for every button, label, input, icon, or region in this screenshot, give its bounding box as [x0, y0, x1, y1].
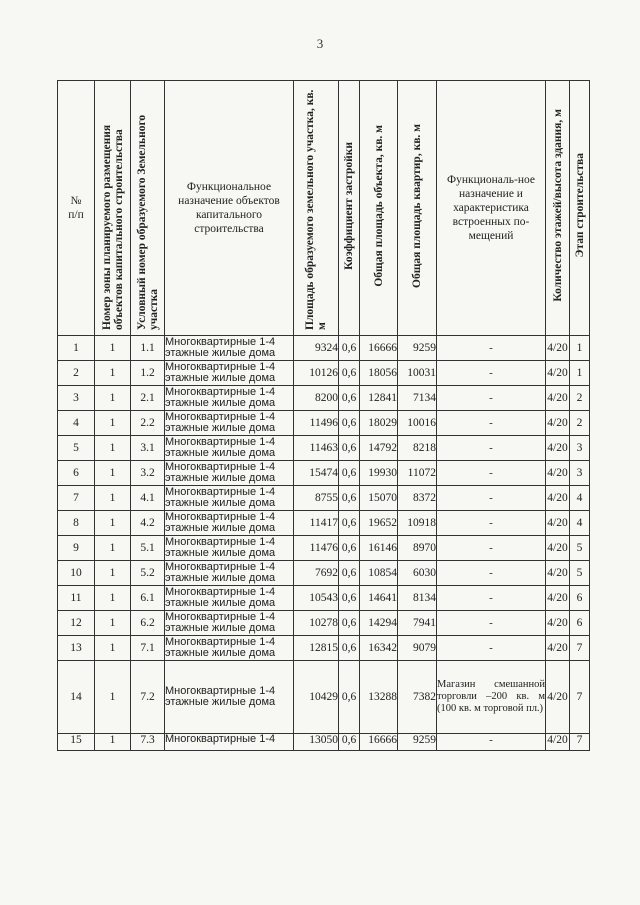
- cell-area: 7692: [294, 561, 339, 586]
- cell-flats-area: 9079: [398, 636, 437, 661]
- cell-floors: 4/20: [546, 386, 570, 411]
- cell-flats-area: 6030: [398, 561, 437, 586]
- cell-stage: 4: [570, 511, 590, 536]
- cell-features: -: [437, 336, 546, 361]
- header-area: Площадь образуемого земельного участка, кв. м: [294, 81, 339, 336]
- cell-flats-area: 9259: [398, 734, 437, 751]
- cell-zone: 1: [95, 734, 131, 751]
- cell-zone: 1: [95, 411, 131, 436]
- cell-coef: 0,6: [339, 734, 360, 751]
- cell-total-area: 16146: [360, 536, 398, 561]
- cell-plot: 4.1: [131, 486, 165, 511]
- cell-total-area: 13288: [360, 661, 398, 734]
- cell-stage: 7: [570, 661, 590, 734]
- header-features: Функциональ-ное назначение и характеристика встроенных по-мещений: [437, 81, 546, 336]
- cell-index: 15: [58, 734, 95, 751]
- cell-flats-area: 11072: [398, 461, 437, 486]
- cell-function: Многоквартирные 1-4: [165, 734, 294, 751]
- cell-total-area: 19652: [360, 511, 398, 536]
- cell-area: 13050: [294, 734, 339, 751]
- cell-stage: 3: [570, 461, 590, 486]
- cell-floors: 4/20: [546, 661, 570, 734]
- cell-floors: 4/20: [546, 611, 570, 636]
- cell-function: Многоквартирные 1-4 этажные жилые дома: [165, 561, 294, 586]
- cell-plot: 6.2: [131, 611, 165, 636]
- cell-flats-area: 10031: [398, 361, 437, 386]
- table-row: [58, 586, 590, 611]
- cell-function: Многоквартирные 1-4 этажные жилые дома: [165, 361, 294, 386]
- cell-area: 15474: [294, 461, 339, 486]
- cell-flats-area: 7134: [398, 386, 437, 411]
- cell-floors: 4/20: [546, 361, 570, 386]
- header-plot: Условный номер образуемого Земельного участка: [131, 81, 165, 336]
- cell-function: Многоквартирные 1-4 этажные жилые дома: [165, 336, 294, 361]
- cell-plot: 6.1: [131, 586, 165, 611]
- cell-area: 11476: [294, 536, 339, 561]
- cell-function: Многоквартирные 1-4 этажные жилые дома: [165, 461, 294, 486]
- cell-zone: 1: [95, 536, 131, 561]
- cell-coef: 0,6: [339, 536, 360, 561]
- cell-total-area: 19930: [360, 461, 398, 486]
- cell-coef: 0,6: [339, 611, 360, 636]
- cell-stage: 3: [570, 436, 590, 461]
- cell-function: Многоквартирные 1-4 этажные жилые дома: [165, 511, 294, 536]
- cell-area: 10126: [294, 361, 339, 386]
- cell-plot: 4.2: [131, 511, 165, 536]
- cell-flats-area: 10918: [398, 511, 437, 536]
- table-row: [58, 536, 590, 561]
- cell-plot: 1.2: [131, 361, 165, 386]
- cell-zone: 1: [95, 386, 131, 411]
- cell-plot: 2.1: [131, 386, 165, 411]
- cell-features: -: [437, 511, 546, 536]
- cell-index: 4: [58, 411, 95, 436]
- cell-features: Магазин смешанной торговли –200 кв. м (100 кв. м торговой пл.): [437, 661, 546, 734]
- cell-flats-area: 8218: [398, 436, 437, 461]
- table-row: [58, 636, 590, 661]
- cell-stage: 7: [570, 636, 590, 661]
- cell-flats-area: 7941: [398, 611, 437, 636]
- cell-floors: 4/20: [546, 486, 570, 511]
- cell-zone: 1: [95, 561, 131, 586]
- cell-total-area: 14792: [360, 436, 398, 461]
- cell-area: 11496: [294, 411, 339, 436]
- cell-function: Многоквартирные 1-4 этажные жилые дома: [165, 536, 294, 561]
- header-flats-area: Общая площадь квартир, кв. м: [398, 81, 437, 336]
- cell-area: 11463: [294, 436, 339, 461]
- cell-function: Многоквартирные 1-4 этажные жилые дома: [165, 611, 294, 636]
- cell-floors: 4/20: [546, 511, 570, 536]
- cell-area: 9324: [294, 336, 339, 361]
- cell-features: -: [437, 411, 546, 436]
- header-row: [58, 81, 590, 336]
- cell-features: -: [437, 734, 546, 751]
- cell-total-area: 15070: [360, 486, 398, 511]
- cell-stage: 4: [570, 486, 590, 511]
- cell-zone: 1: [95, 486, 131, 511]
- cell-function: Многоквартирные 1-4 этажные жилые дома: [165, 636, 294, 661]
- cell-plot: 5.2: [131, 561, 165, 586]
- cell-function: Многоквартирные 1-4 этажные жилые дома: [165, 411, 294, 436]
- cell-zone: 1: [95, 461, 131, 486]
- cell-floors: 4/20: [546, 734, 570, 751]
- cell-floors: 4/20: [546, 461, 570, 486]
- cell-index: 2: [58, 361, 95, 386]
- header-index: № п/п: [58, 81, 95, 336]
- cell-function: Многоквартирные 1-4 этажные жилые дома: [165, 436, 294, 461]
- cell-plot: 5.1: [131, 536, 165, 561]
- cell-flats-area: 8134: [398, 586, 437, 611]
- cell-floors: 4/20: [546, 561, 570, 586]
- table-row: [58, 411, 590, 436]
- cell-plot: 2.2: [131, 411, 165, 436]
- cell-total-area: 12841: [360, 386, 398, 411]
- page-number: 3: [316, 36, 324, 51]
- cell-features: -: [437, 636, 546, 661]
- cell-features: -: [437, 561, 546, 586]
- cell-plot: 7.2: [131, 661, 165, 734]
- cell-total-area: 18029: [360, 411, 398, 436]
- cell-index: 11: [58, 586, 95, 611]
- cell-floors: 4/20: [546, 411, 570, 436]
- cell-floors: 4/20: [546, 336, 570, 361]
- cell-features: -: [437, 361, 546, 386]
- data-table: [57, 80, 590, 751]
- cell-zone: 1: [95, 636, 131, 661]
- cell-coef: 0,6: [339, 336, 360, 361]
- cell-total-area: 18056: [360, 361, 398, 386]
- cell-index: 5: [58, 436, 95, 461]
- cell-function: Многоквартирные 1-4 этажные жилые дома: [165, 586, 294, 611]
- cell-coef: 0,6: [339, 461, 360, 486]
- cell-features: -: [437, 461, 546, 486]
- header-zone: Номер зоны планируемого размещения объектов капитального строительства: [95, 81, 131, 336]
- cell-zone: 1: [95, 611, 131, 636]
- cell-total-area: 16342: [360, 636, 398, 661]
- header-total-area: Общая площадь объекта, кв. м: [360, 81, 398, 336]
- cell-plot: 7.3: [131, 734, 165, 751]
- cell-area: 8755: [294, 486, 339, 511]
- table-row: [58, 611, 590, 636]
- table-row: [58, 561, 590, 586]
- cell-coef: 0,6: [339, 511, 360, 536]
- cell-stage: 2: [570, 411, 590, 436]
- cell-zone: 1: [95, 511, 131, 536]
- cell-zone: 1: [95, 661, 131, 734]
- table-row: [58, 436, 590, 461]
- cell-features: -: [437, 386, 546, 411]
- cell-area: 12815: [294, 636, 339, 661]
- table-row: [58, 361, 590, 386]
- table-row: [58, 461, 590, 486]
- header-stage: Этап строительства: [570, 81, 590, 336]
- cell-zone: 1: [95, 586, 131, 611]
- table-row: [58, 511, 590, 536]
- cell-area: 10429: [294, 661, 339, 734]
- cell-stage: 5: [570, 536, 590, 561]
- cell-floors: 4/20: [546, 636, 570, 661]
- cell-stage: 7: [570, 734, 590, 751]
- table-row: [58, 386, 590, 411]
- cell-index: 12: [58, 611, 95, 636]
- cell-area: 10278: [294, 611, 339, 636]
- cell-stage: 6: [570, 611, 590, 636]
- cell-area: 10543: [294, 586, 339, 611]
- cell-plot: 7.1: [131, 636, 165, 661]
- cell-flats-area: 10016: [398, 411, 437, 436]
- cell-flats-area: 9259: [398, 336, 437, 361]
- cell-coef: 0,6: [339, 411, 360, 436]
- cell-features: -: [437, 586, 546, 611]
- cell-features: -: [437, 436, 546, 461]
- cell-zone: 1: [95, 336, 131, 361]
- cell-area: 11417: [294, 511, 339, 536]
- header-function: Функциональное назначение объектов капитального строительства: [165, 81, 294, 336]
- cell-coef: 0,6: [339, 486, 360, 511]
- header-floors: Количество этажей/высота здания, м: [546, 81, 570, 336]
- cell-flats-area: 7382: [398, 661, 437, 734]
- cell-coef: 0,6: [339, 386, 360, 411]
- cell-stage: 5: [570, 561, 590, 586]
- cell-index: 13: [58, 636, 95, 661]
- cell-flats-area: 8970: [398, 536, 437, 561]
- cell-total-area: 16666: [360, 734, 398, 751]
- header-coef: Коэффициент застройки: [339, 81, 360, 336]
- cell-function: Многоквартирные 1-4 этажные жилые дома: [165, 386, 294, 411]
- cell-function: Многоквартирные 1-4 этажные жилые дома: [165, 661, 294, 734]
- cell-area: 8200: [294, 386, 339, 411]
- cell-plot: 3.2: [131, 461, 165, 486]
- table-row: [58, 734, 590, 751]
- cell-coef: 0,6: [339, 636, 360, 661]
- cell-floors: 4/20: [546, 536, 570, 561]
- cell-stage: 1: [570, 361, 590, 386]
- table-row: [58, 336, 590, 361]
- cell-stage: 2: [570, 386, 590, 411]
- cell-index: 8: [58, 511, 95, 536]
- cell-floors: 4/20: [546, 436, 570, 461]
- table-row: [58, 661, 590, 734]
- cell-flats-area: 8372: [398, 486, 437, 511]
- cell-plot: 1.1: [131, 336, 165, 361]
- cell-total-area: 10854: [360, 561, 398, 586]
- cell-function: Многоквартирные 1-4 этажные жилые дома: [165, 486, 294, 511]
- cell-index: 10: [58, 561, 95, 586]
- cell-coef: 0,6: [339, 561, 360, 586]
- cell-coef: 0,6: [339, 661, 360, 734]
- cell-zone: 1: [95, 361, 131, 386]
- cell-total-area: 14641: [360, 586, 398, 611]
- cell-zone: 1: [95, 436, 131, 461]
- cell-index: 3: [58, 386, 95, 411]
- cell-floors: 4/20: [546, 586, 570, 611]
- cell-coef: 0,6: [339, 586, 360, 611]
- cell-plot: 3.1: [131, 436, 165, 461]
- cell-index: 7: [58, 486, 95, 511]
- cell-total-area: 16666: [360, 336, 398, 361]
- cell-features: -: [437, 486, 546, 511]
- cell-stage: 1: [570, 336, 590, 361]
- cell-features: -: [437, 536, 546, 561]
- cell-coef: 0,6: [339, 361, 360, 386]
- cell-stage: 6: [570, 586, 590, 611]
- cell-index: 9: [58, 536, 95, 561]
- table-row: [58, 486, 590, 511]
- cell-total-area: 14294: [360, 611, 398, 636]
- cell-coef: 0,6: [339, 436, 360, 461]
- cell-index: 6: [58, 461, 95, 486]
- cell-index: 1: [58, 336, 95, 361]
- cell-features: -: [437, 611, 546, 636]
- cell-index: 14: [58, 661, 95, 734]
